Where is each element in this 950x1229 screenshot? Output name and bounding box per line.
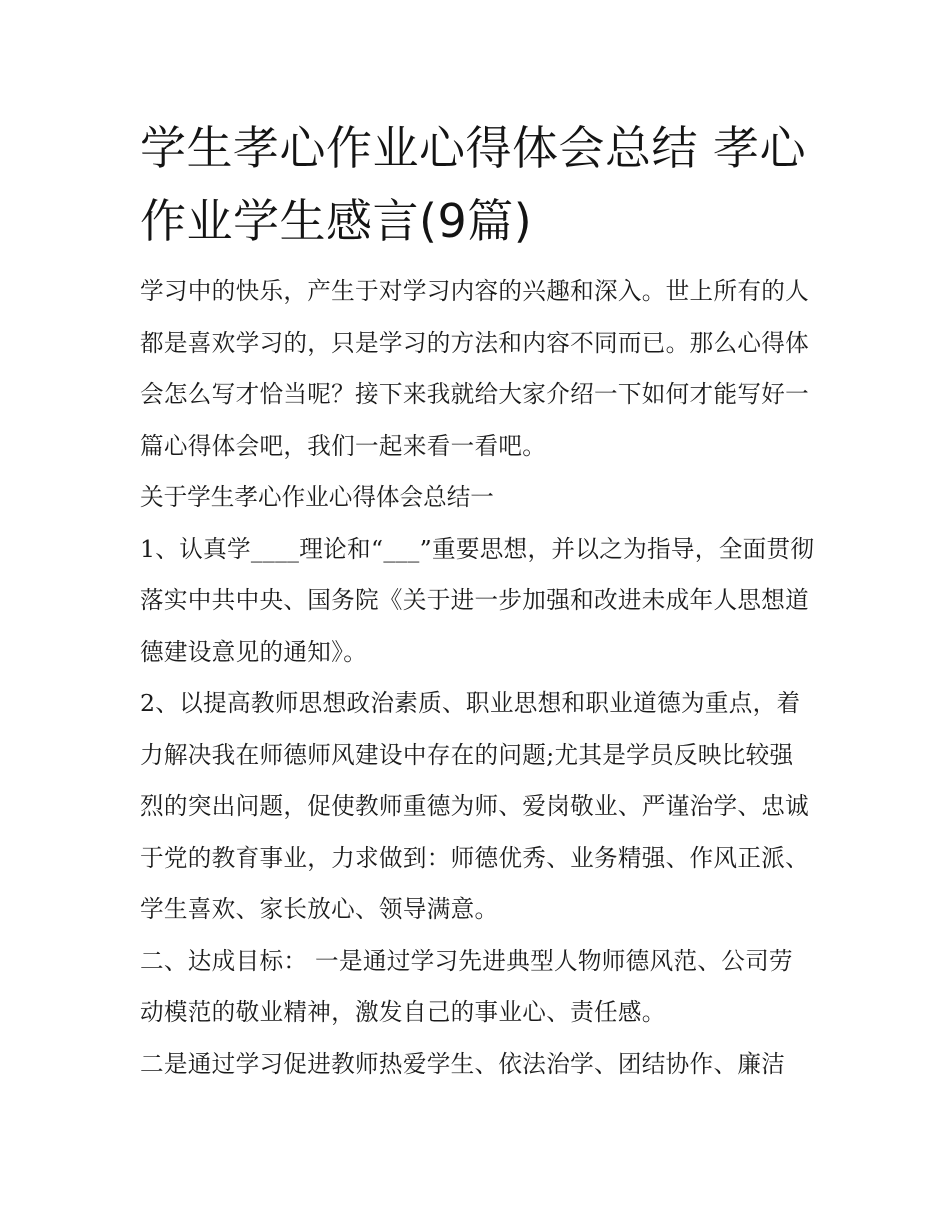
intro-paragraph: 学习中的快乐，产生于对学习内容的兴趣和深入。世上所有的人都是喜欢学习的，只是学习的方法和内容不同而已。那么心得体会怎么写才恰当呢？接下来我就给大家介绍一下如何才能写好一篇心得体会吧，我们一起来看一看吧。 (140, 277, 810, 460)
document-title: 学生孝心作业心得体会总结 孝心作业学生感言(9篇) (140, 121, 807, 248)
list-item: 1、认真学____理论和“___”重要思想，并以之为指导，全面贯彻落实中共中央、国务院《关于进一步加强和改进未成年人思想道德建设意见的通知》。 (140, 534, 815, 666)
list-item: 2、以提高教师思想政治素质、职业思想和职业道德为重点，着力解决我在师德师风建设中存在的问题;尤其是学员反映比较强烈的突出问题，促使教师重德为师、爱岗敬业、严谨治学、忠诚于党的教育事业，力求做到：师德优秀、业务精强、作风正派、学生喜欢、家长放心、领导满意。 (140, 689, 810, 923)
document-body (140, 112, 815, 1090)
list-item: 二是通过学习促进教师热爱学生、依法治学、团结协作、廉洁 (140, 1049, 786, 1078)
list-item: 二、达成目标： 一是通过学习先进典型人物师德风范、公司劳动模范的敬业精神，激发自己的事业心、责任感。 (140, 946, 793, 1026)
section-heading: 关于学生孝心作业心得体会总结一 (140, 483, 494, 511)
